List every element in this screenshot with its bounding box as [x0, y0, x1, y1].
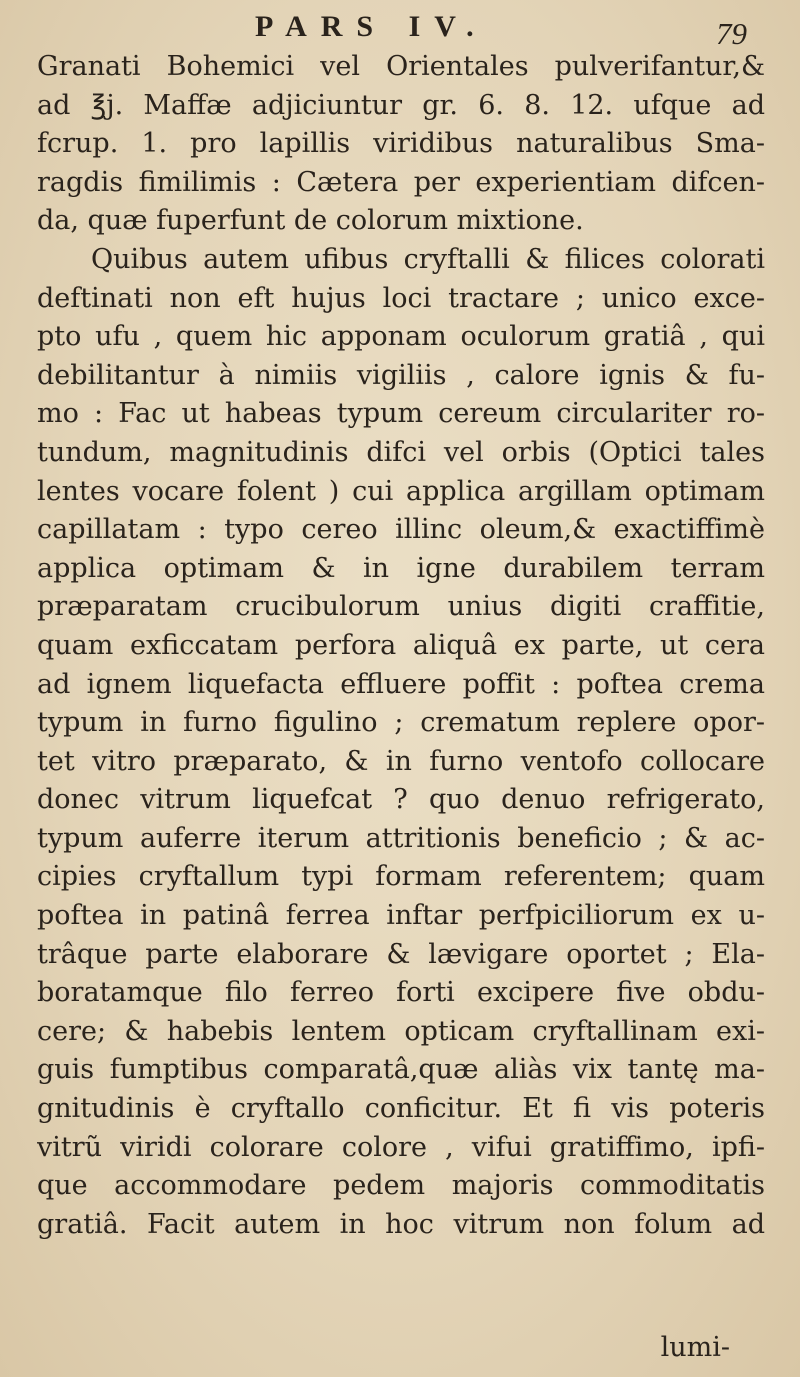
text-line: ragdis fimilimis : Cætera per experientiam difcen- — [37, 166, 765, 198]
text-line: boratamque filo ferreo forti excipere five obdu- — [37, 977, 765, 1009]
text-line: tet vitro præparato, & in furno ventofo collocare — [37, 745, 765, 777]
text-line: cipies cryftallum typi formam referentem; quam — [37, 861, 765, 893]
page-header — [0, 8, 800, 51]
text-line: mo : Fac ut habeas typum cereum circulariter ro- — [37, 398, 765, 430]
text-line: debilitantur à nimiis vigiliis , calore ignis & fu- — [37, 359, 765, 391]
text-line: Quibus autem ufibus cryftalli & filices colorati — [91, 243, 765, 275]
text-line: applica optimam & in igne durabilem terram — [37, 552, 765, 584]
text-line: pto ufu , quem hic apponam oculorum gratiâ , qui — [37, 321, 765, 353]
text-line: ad ℥j. Maffæ adjiciuntur gr. 6. 8. 12. ufque ad — [37, 89, 765, 121]
text-line: quam exficcatam perfora aliquâ ex parte, ut cera — [37, 629, 765, 661]
text-line: Granati Bohemici vel Orientales pulverifantur,& — [37, 51, 765, 82]
text-line: donec vitrum liquefcat ? quo denuo refrigerato, — [37, 784, 765, 816]
text-line: que accommodare pedem majoris commoditatis — [37, 1170, 765, 1202]
text-line: deftinati non eft hujus loci tractare ; unico exce- — [37, 282, 765, 314]
text-line: da, quæ fuperfunt de colorum mixtione. — [37, 205, 584, 237]
text-line: trâque parte elaborare & lævigare oportet ; Ela- — [37, 938, 765, 970]
text-line: guis fumptibus comparatâ,quæ aliàs vix tantę ma- — [37, 1054, 765, 1086]
body-text — [37, 48, 765, 1244]
text-line: capillatam : typo cereo illinc oleum,& exactiffimè — [37, 514, 765, 546]
text-line: præparatam crucibulorum unius digiti craffitie, — [37, 591, 765, 623]
catchword: lumi- — [660, 1332, 730, 1363]
text-line: ad ignem liquefacta effluere poffit : poftea crema — [37, 668, 765, 700]
running-head: PARS IV. — [255, 10, 488, 43]
text-line: fcrup. 1. pro lapillis viridibus naturalibus Sma- — [37, 128, 765, 160]
text-line: typum in furno figulino ; crematum replere opor- — [37, 707, 765, 739]
text-line: vitrũ viridi colorare colore , vifui gratiffimo, ipfi- — [37, 1131, 765, 1163]
text-line: tundum, magnitudinis difci vel orbis (Optici tales — [37, 436, 765, 468]
text-line: typum auferre iterum attritionis beneficio ; & ac- — [37, 822, 765, 854]
page-number: 79 — [716, 16, 747, 51]
text-line: gnitudinis è cryftallo conficitur. Et fi vis poteris — [37, 1093, 765, 1125]
text-line: gratiâ. Facit autem in hoc vitrum non folum ad — [37, 1208, 765, 1240]
text-line: poftea in patinâ ferrea inftar perfpiciliorum ex u- — [37, 900, 765, 932]
text-line: cere; & habebis lentem opticam cryftallinam exi- — [37, 1015, 765, 1047]
text-line: lentes vocare folent ) cui applica argillam optimam — [37, 475, 765, 507]
